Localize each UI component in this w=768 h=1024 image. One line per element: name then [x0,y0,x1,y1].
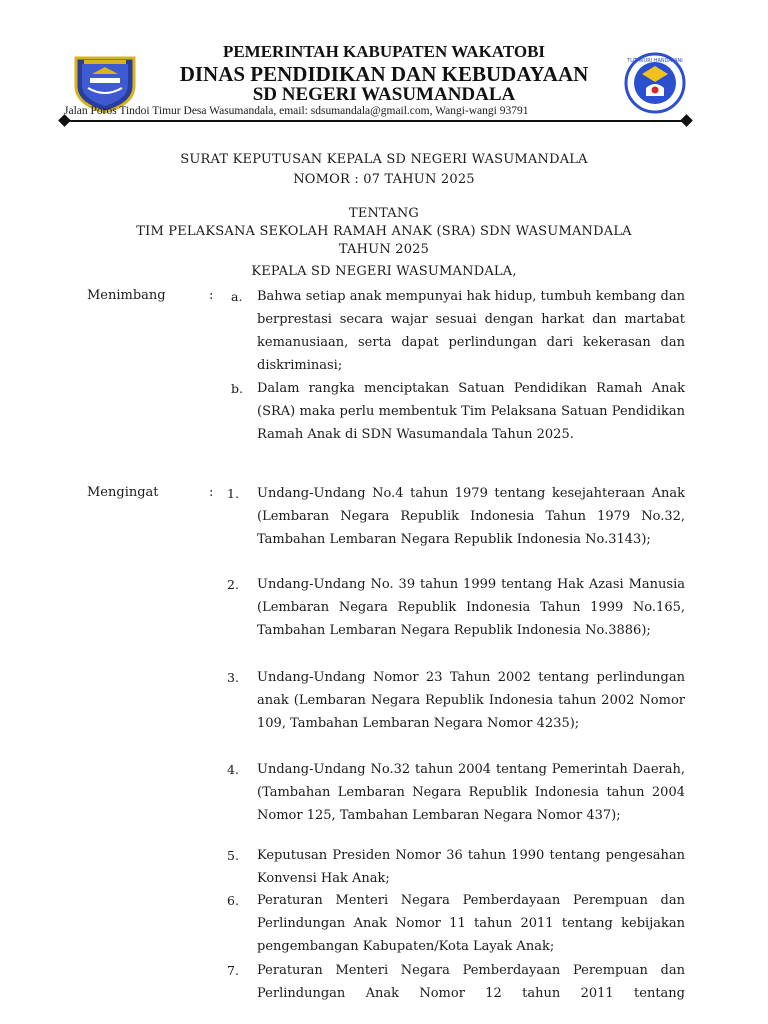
item-marker: a. [231,289,243,304]
list-item: Undang-Undang No. 39 tahun 1999 tentang Hak Azasi Manusia (Lembaran Negara Republik Indonesia Tahun 1999 No.165, Tambahan Lembaran Negara Republik Indonesia No.3886); [257,577,685,638]
item-marker: 3. [227,670,239,685]
item-marker: 6. [227,893,239,908]
decree-subject: TIM PELAKSANA SEKOLAH RAMAH ANAK (SRA) SDN WASUMANDALA [136,224,632,239]
rule-right-diamond [680,114,693,127]
letterhead-department: DINAS PENDIDIKAN DAN KEBUDAYAAN [179,62,589,86]
letterhead-school: SD NEGERI WASUMANDALA [252,84,516,105]
tut-wuri-handayani-icon [624,52,686,114]
section-colon: : [209,288,214,303]
list-item: Peraturan Menteri Negara Pemberdayaan Perempuan dan Perlindungan Anak Nomor 11 tahun 2011 tentang kebijakan pengembangan Kabupaten/Kota Layak Anak; [257,893,685,954]
list-item: Undang-Undang Nomor 23 Tahun 2002 tentang perlindungan anak (Lembaran Negara Republik Indonesia tahun 2002 Nomor 109, Tambahan Lembaran Negara Nomor 4235); [257,670,685,731]
decree-authority: KEPALA SD NEGERI WASUMANDALA, [251,264,517,279]
item-marker: 5. [227,848,239,863]
decree-subject-year: TAHUN 2025 [338,242,430,257]
section-label-mengingat: Mengingat [87,485,159,500]
item-marker: 1. [227,486,239,501]
item-marker: 4. [227,762,239,777]
logo-motto: TUT WURI HANDAYANI [627,58,683,64]
list-item: Peraturan Menteri Negara Pemberdayaan Perempuan dan Perlindungan Anak Nomor 12 tahun 2011 tentang [257,963,685,1001]
list-item: Bahwa setiap anak mempunyai hak hidup, tumbuh kembang dan berprestasi secara wajar sesuai dengan harkat dan martabat kemanusiaan, serta dapat perlindungan dari kekerasan dan diskriminasi; [257,289,685,373]
letterhead-government: PEMERINTAH KABUPATEN WAKATOBI [222,42,546,61]
letterhead-rule [64,120,686,122]
list-item: Dalam rangka menciptakan Satuan Pendidikan Ramah Anak (SRA) maka perlu membentuk Tim Pelaksana Satuan Pendidikan Ramah Anak di SDN Wasumandala Tahun 2025. [257,381,685,442]
section-colon: : [209,485,214,500]
item-marker: 2. [227,577,239,592]
list-item: Undang-Undang No.32 tahun 2004 tentang Pemerintah Daerah, (Tambahan Lembaran Negara Republik Indonesia tahun 2004 Nomor 125, Tambahan Lembaran Negara Nomor 437); [257,762,685,823]
decree-about: TENTANG [348,206,420,221]
tut-wuri-handayani-logo [624,52,686,114]
list-item: Undang-Undang No.4 tahun 1979 tentang kesejahteraan Anak (Lembaran Negara Republik Indonesia Tahun 1979 No.32, Tambahan Lembaran Negara Republik Indonesia No.3143); [257,486,685,547]
item-marker: 7. [227,963,239,978]
item-marker: b. [231,381,243,396]
decree-title: SURAT KEPUTUSAN KEPALA SD NEGERI WASUMANDALA [180,152,588,167]
section-label-menimbang: Menimbang [87,288,166,303]
decree-number: NOMOR : 07 TAHUN 2025 [293,172,475,187]
list-item: Keputusan Presiden Nomor 36 tahun 1990 tentang pengesahan Konvensi Hak Anak; [257,848,685,886]
letterhead-address: Jalan Poros Tindoi Timur Desa Wasumandala, email: sdsumandala@gmail.com, Wangi-wangi 93791 [64,105,529,117]
